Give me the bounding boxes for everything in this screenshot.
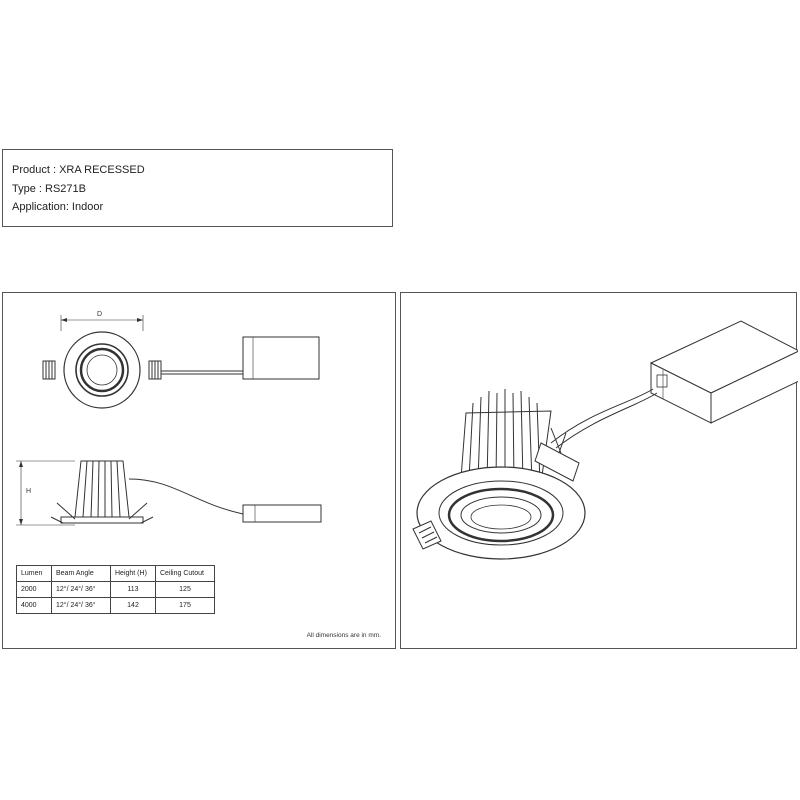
dimension-d-label: D bbox=[97, 311, 103, 318]
product-application: Application: Indoor bbox=[12, 201, 104, 213]
table-cell: 12°/ 24°/ 36° bbox=[52, 582, 111, 598]
column-header: Ceiling Cutout bbox=[156, 566, 215, 582]
table-cell: 113 bbox=[111, 582, 156, 598]
product-info-box bbox=[2, 149, 393, 227]
product-illustration-panel bbox=[400, 292, 797, 649]
table-row bbox=[17, 582, 215, 598]
trim-ring-illustration bbox=[417, 467, 585, 559]
table-cell: 175 bbox=[156, 598, 215, 614]
dimensions-note: All dimensions are in mm. bbox=[306, 632, 381, 639]
dimension-h-label: H bbox=[26, 488, 32, 495]
product-name: Product : XRA RECESSED bbox=[12, 164, 145, 176]
driver-box-illustration bbox=[651, 321, 798, 423]
spec-table bbox=[16, 565, 215, 614]
column-header: Height (H) bbox=[111, 566, 156, 582]
table-header-row bbox=[17, 566, 215, 582]
column-header: Lumen bbox=[17, 566, 52, 582]
table-cell: 2000 bbox=[17, 582, 52, 598]
table-cell: 125 bbox=[156, 582, 215, 598]
column-header: Beam Angle bbox=[52, 566, 111, 582]
product-type: Type : RS271B bbox=[12, 182, 86, 195]
technical-drawing-panel bbox=[2, 292, 396, 649]
table-cell: 12°/ 24°/ 36° bbox=[52, 598, 111, 614]
product-illustration bbox=[401, 293, 798, 650]
top-view-drawing bbox=[43, 311, 319, 408]
table-cell: 4000 bbox=[17, 598, 52, 614]
table-cell: 142 bbox=[111, 598, 156, 614]
table-row bbox=[17, 598, 215, 614]
side-view-drawing bbox=[16, 461, 321, 525]
